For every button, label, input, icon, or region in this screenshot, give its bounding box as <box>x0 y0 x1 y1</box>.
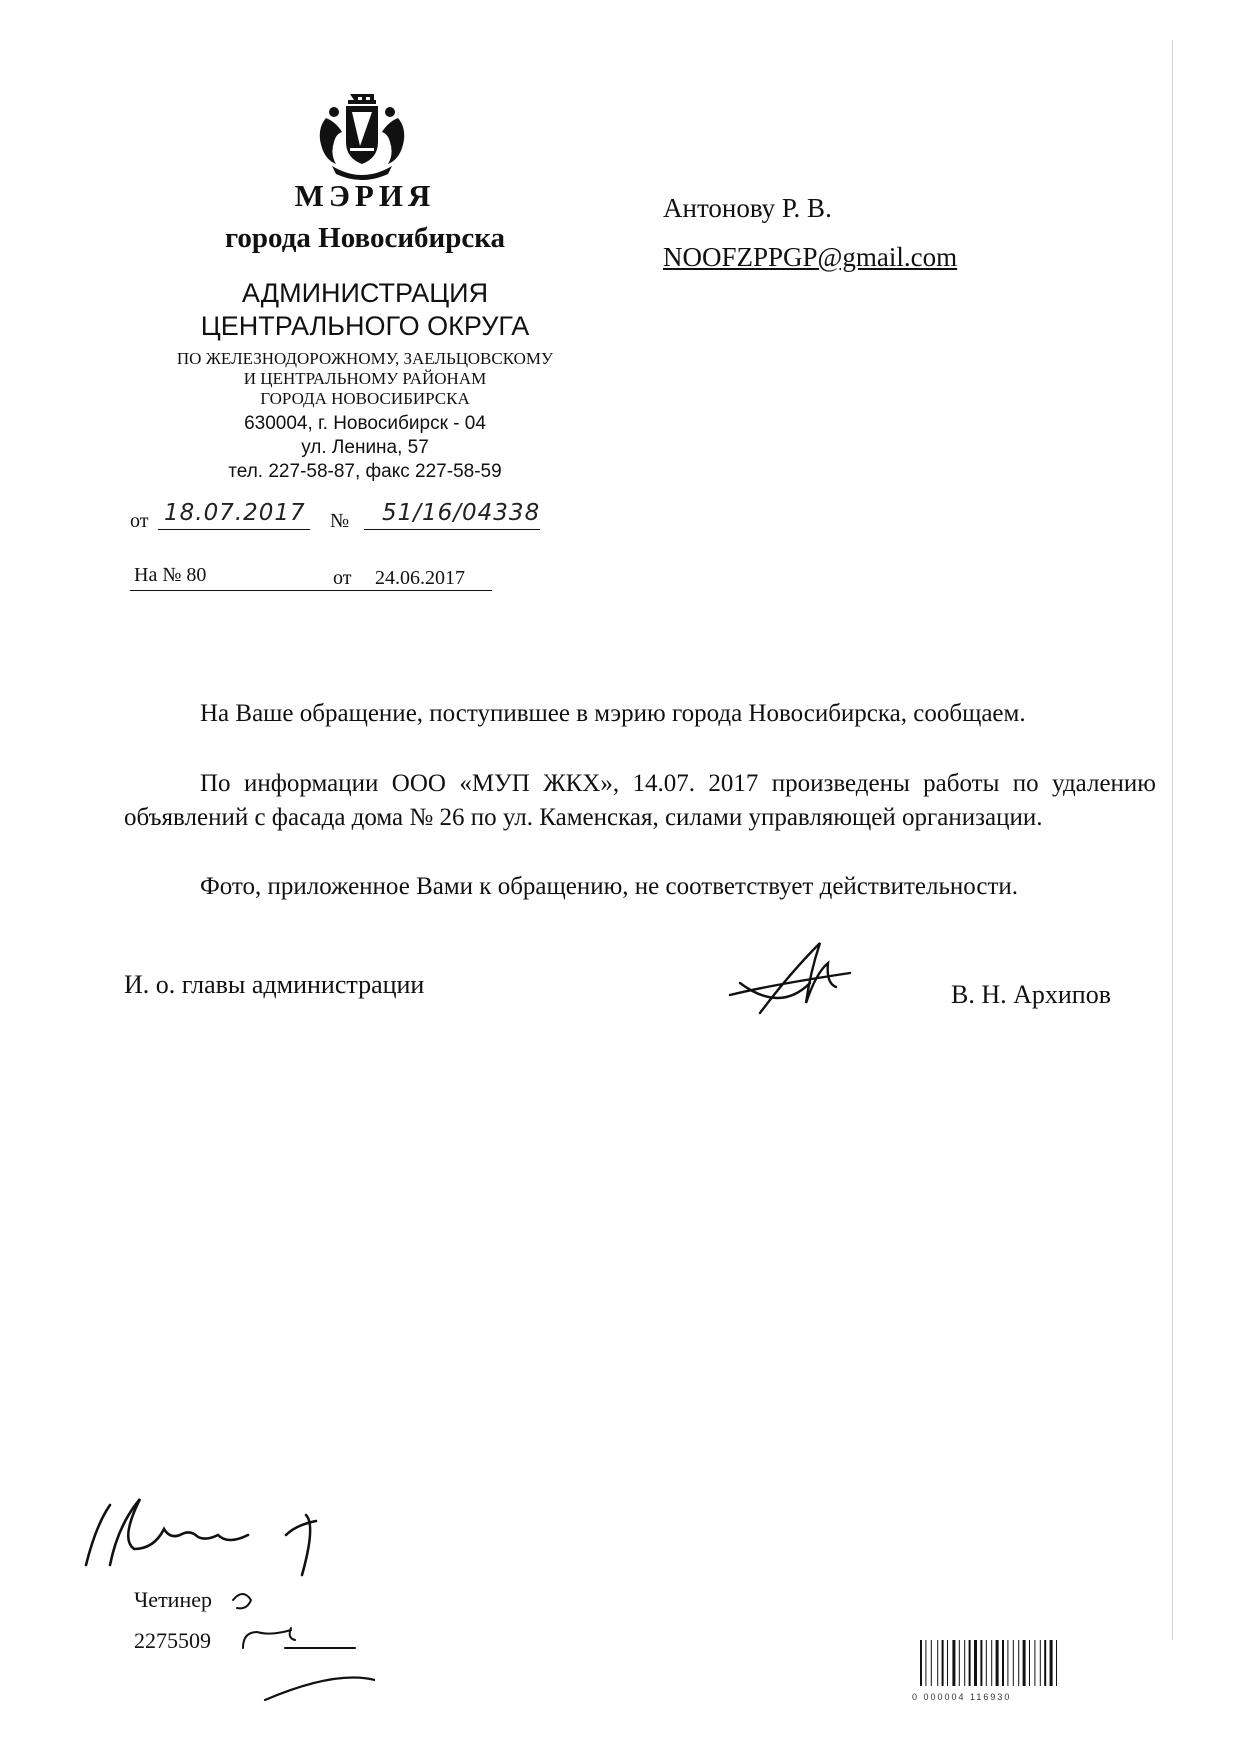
administration-title-line2: ЦЕНТРАЛЬНОГО ОКРУГА <box>200 311 530 341</box>
body-paragraph-3: Фото, приложенное Вами к обращению, не соответствует действительности. <box>200 873 1019 900</box>
body-paragraph-1: На Ваше обращение, поступившее в мэрию города Новосибирска, сообщаем. <box>200 700 1026 727</box>
districts-line3: ГОРОДА НОВОСИБИРСКА <box>260 389 470 408</box>
addressee-name: Антонову Р. В. <box>663 193 832 223</box>
signature-handwritten <box>720 925 870 1035</box>
executor-name: Четинер <box>134 1587 212 1612</box>
signer-name: В. Н. Архипов <box>951 980 1111 1009</box>
outgoing-date-field <box>158 498 310 530</box>
body-paragraph-2: По информации ООО «МУП ЖКХ», 14.07. 2017 произведены работы по удалению объявлений с фасада дома № 26 по ул. Каменская, силами управляющей организации. <box>124 770 1156 831</box>
mayor-office-title: МЭРИЯ <box>294 178 436 213</box>
addressee-email: NOOFZPPGP@gmail.com <box>663 242 958 272</box>
administration-title-line1: АДМИНИСТРАЦИЯ <box>241 278 489 308</box>
outgoing-number-handwritten: 51/16/04338 <box>382 500 541 526</box>
barcode-digits: 0 000004 116930 <box>912 1692 1012 1702</box>
districts-line2: И ЦЕНТРАЛЬНОМУ РАЙОНАМ <box>243 369 487 388</box>
outgoing-number-field <box>364 498 540 530</box>
reply-date: 24.06.2017 <box>375 567 465 589</box>
districts-line1: ПО ЖЕЛЕЗНОДОРОЖНОМУ, ЗАЕЛЬЦОВСКОМУ <box>176 349 554 368</box>
address-line2: ул. Ленина, 57 <box>301 437 429 458</box>
outgoing-date-handwritten: 18.07.2017 <box>164 500 306 526</box>
handwritten-initials <box>225 1570 375 1720</box>
reply-underline <box>130 590 492 591</box>
executor-phone: 2275509 <box>134 1628 211 1653</box>
outgoing-number-label: № <box>330 510 350 532</box>
outgoing-date-label: от <box>130 510 149 532</box>
reply-date-label: от <box>333 567 352 589</box>
reply-to-number: На № 80 <box>134 564 207 586</box>
scan-edge-line <box>1172 40 1173 1640</box>
city-title: города Новосибирска <box>224 222 506 254</box>
address-line1: 630004, г. Новосибирск - 04 <box>244 413 486 434</box>
signer-role: И. о. главы администрации <box>124 970 425 999</box>
phone-fax-line: тел. 227-58-87, факс 227-58-59 <box>228 461 502 482</box>
coat-of-arms-emblem <box>312 90 412 190</box>
document-barcode <box>918 1640 1108 1686</box>
